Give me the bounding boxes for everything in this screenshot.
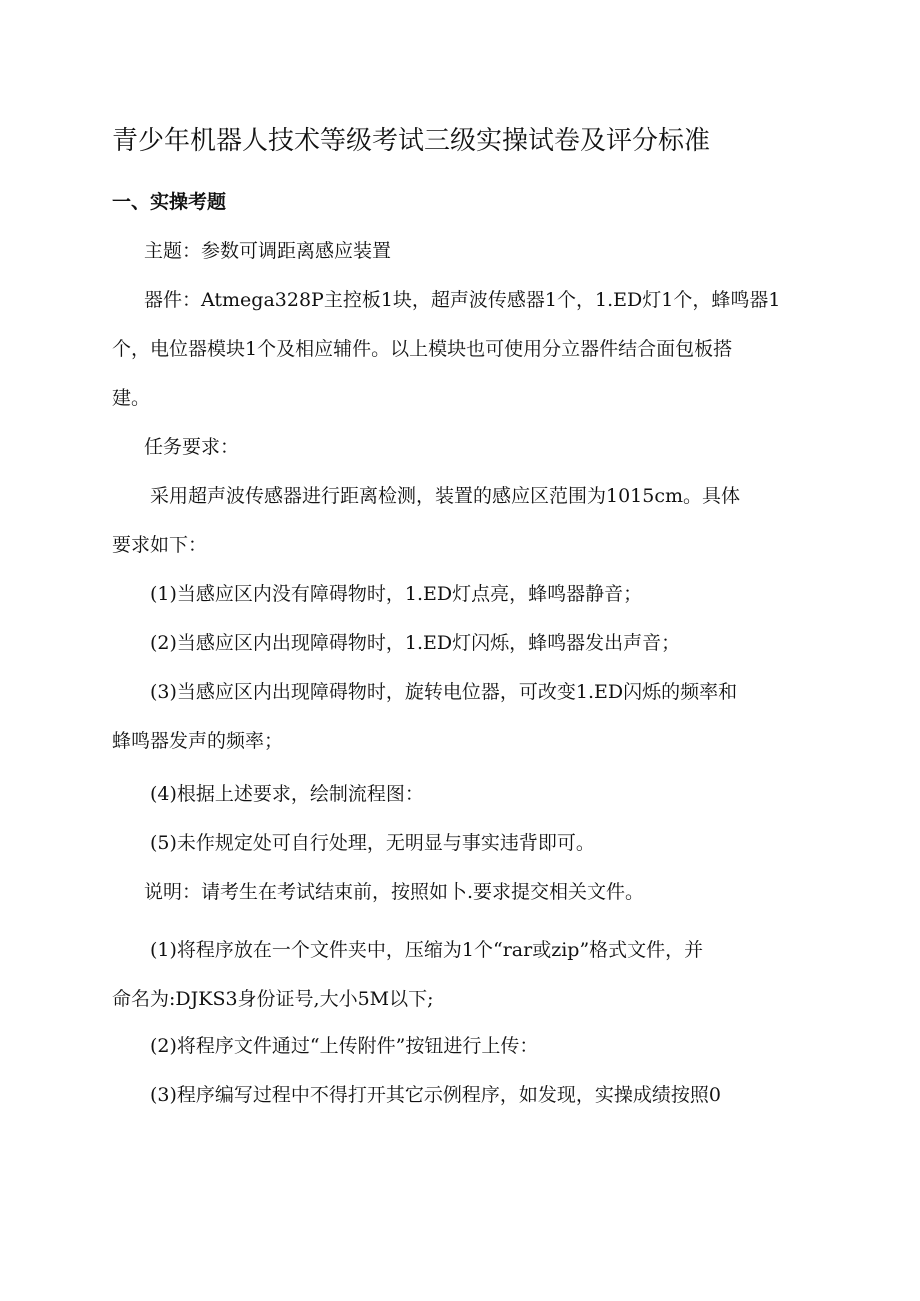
task-intro-line-2: 要求如下： [112, 534, 208, 556]
submission-note: 说明：请考生在考试结束前，按照如卜.要求提交相关文件。 [144, 881, 645, 903]
components-line-1: 器件：Atmega328P主控板1块，超声波传感器1个，1.ED灯1个，蜂鸣器1 [144, 289, 781, 311]
submission-step-1-line-2: 命名为:DJKS3身份证号,大小5M以下; [112, 988, 434, 1010]
requirement-4: (4)根据上述要求，绘制流程图： [150, 783, 424, 805]
submission-step-2: (2)将程序文件通过“上传附件”按钮进行上传： [150, 1035, 539, 1057]
submission-step-3: (3)程序编写过程中不得打开其它示例程序，如发现，实操成绩按照0 [150, 1084, 722, 1106]
components-line-2: 个，电位器模块1个及相应辅件。以上模块也可使用分立器件结合面包板搭 [112, 338, 733, 360]
components-line-3: 建。 [112, 387, 151, 409]
requirement-1: (1)当感应区内没有障碍物时，1.ED灯点亮，蜂鸣器静音； [150, 583, 643, 605]
requirement-3-line-1: (3)当感应区内出现障碍物时，旋转电位器，可改变1.ED闪烁的频率和 [150, 681, 738, 703]
requirement-3-line-2: 蜂鸣器发声的频率； [112, 730, 284, 752]
task-heading: 任务要求： [144, 436, 240, 458]
topic-line: 主题：参数可调距离感应装置 [144, 240, 392, 262]
task-intro-line-1: 采用超声波传感器进行距离检测，装置的感应区范围为1015cm。具体 [150, 485, 741, 507]
requirement-2: (2)当感应区内出现障碍物时，1.ED灯闪烁，蜂鸣器发出声音； [150, 632, 681, 654]
section-heading-practical: 一、实操考题 [112, 191, 227, 213]
requirement-5: (5)未作规定处可自行处理，无明显与事实违背即可。 [150, 832, 595, 854]
submission-step-1-line-1: (1)将程序放在一个文件夹中，压缩为1个“rar或zip”格式文件，并 [150, 939, 704, 961]
document-title: 青少年机器人技术等级考试三级实操试卷及评分标准 [112, 126, 711, 156]
